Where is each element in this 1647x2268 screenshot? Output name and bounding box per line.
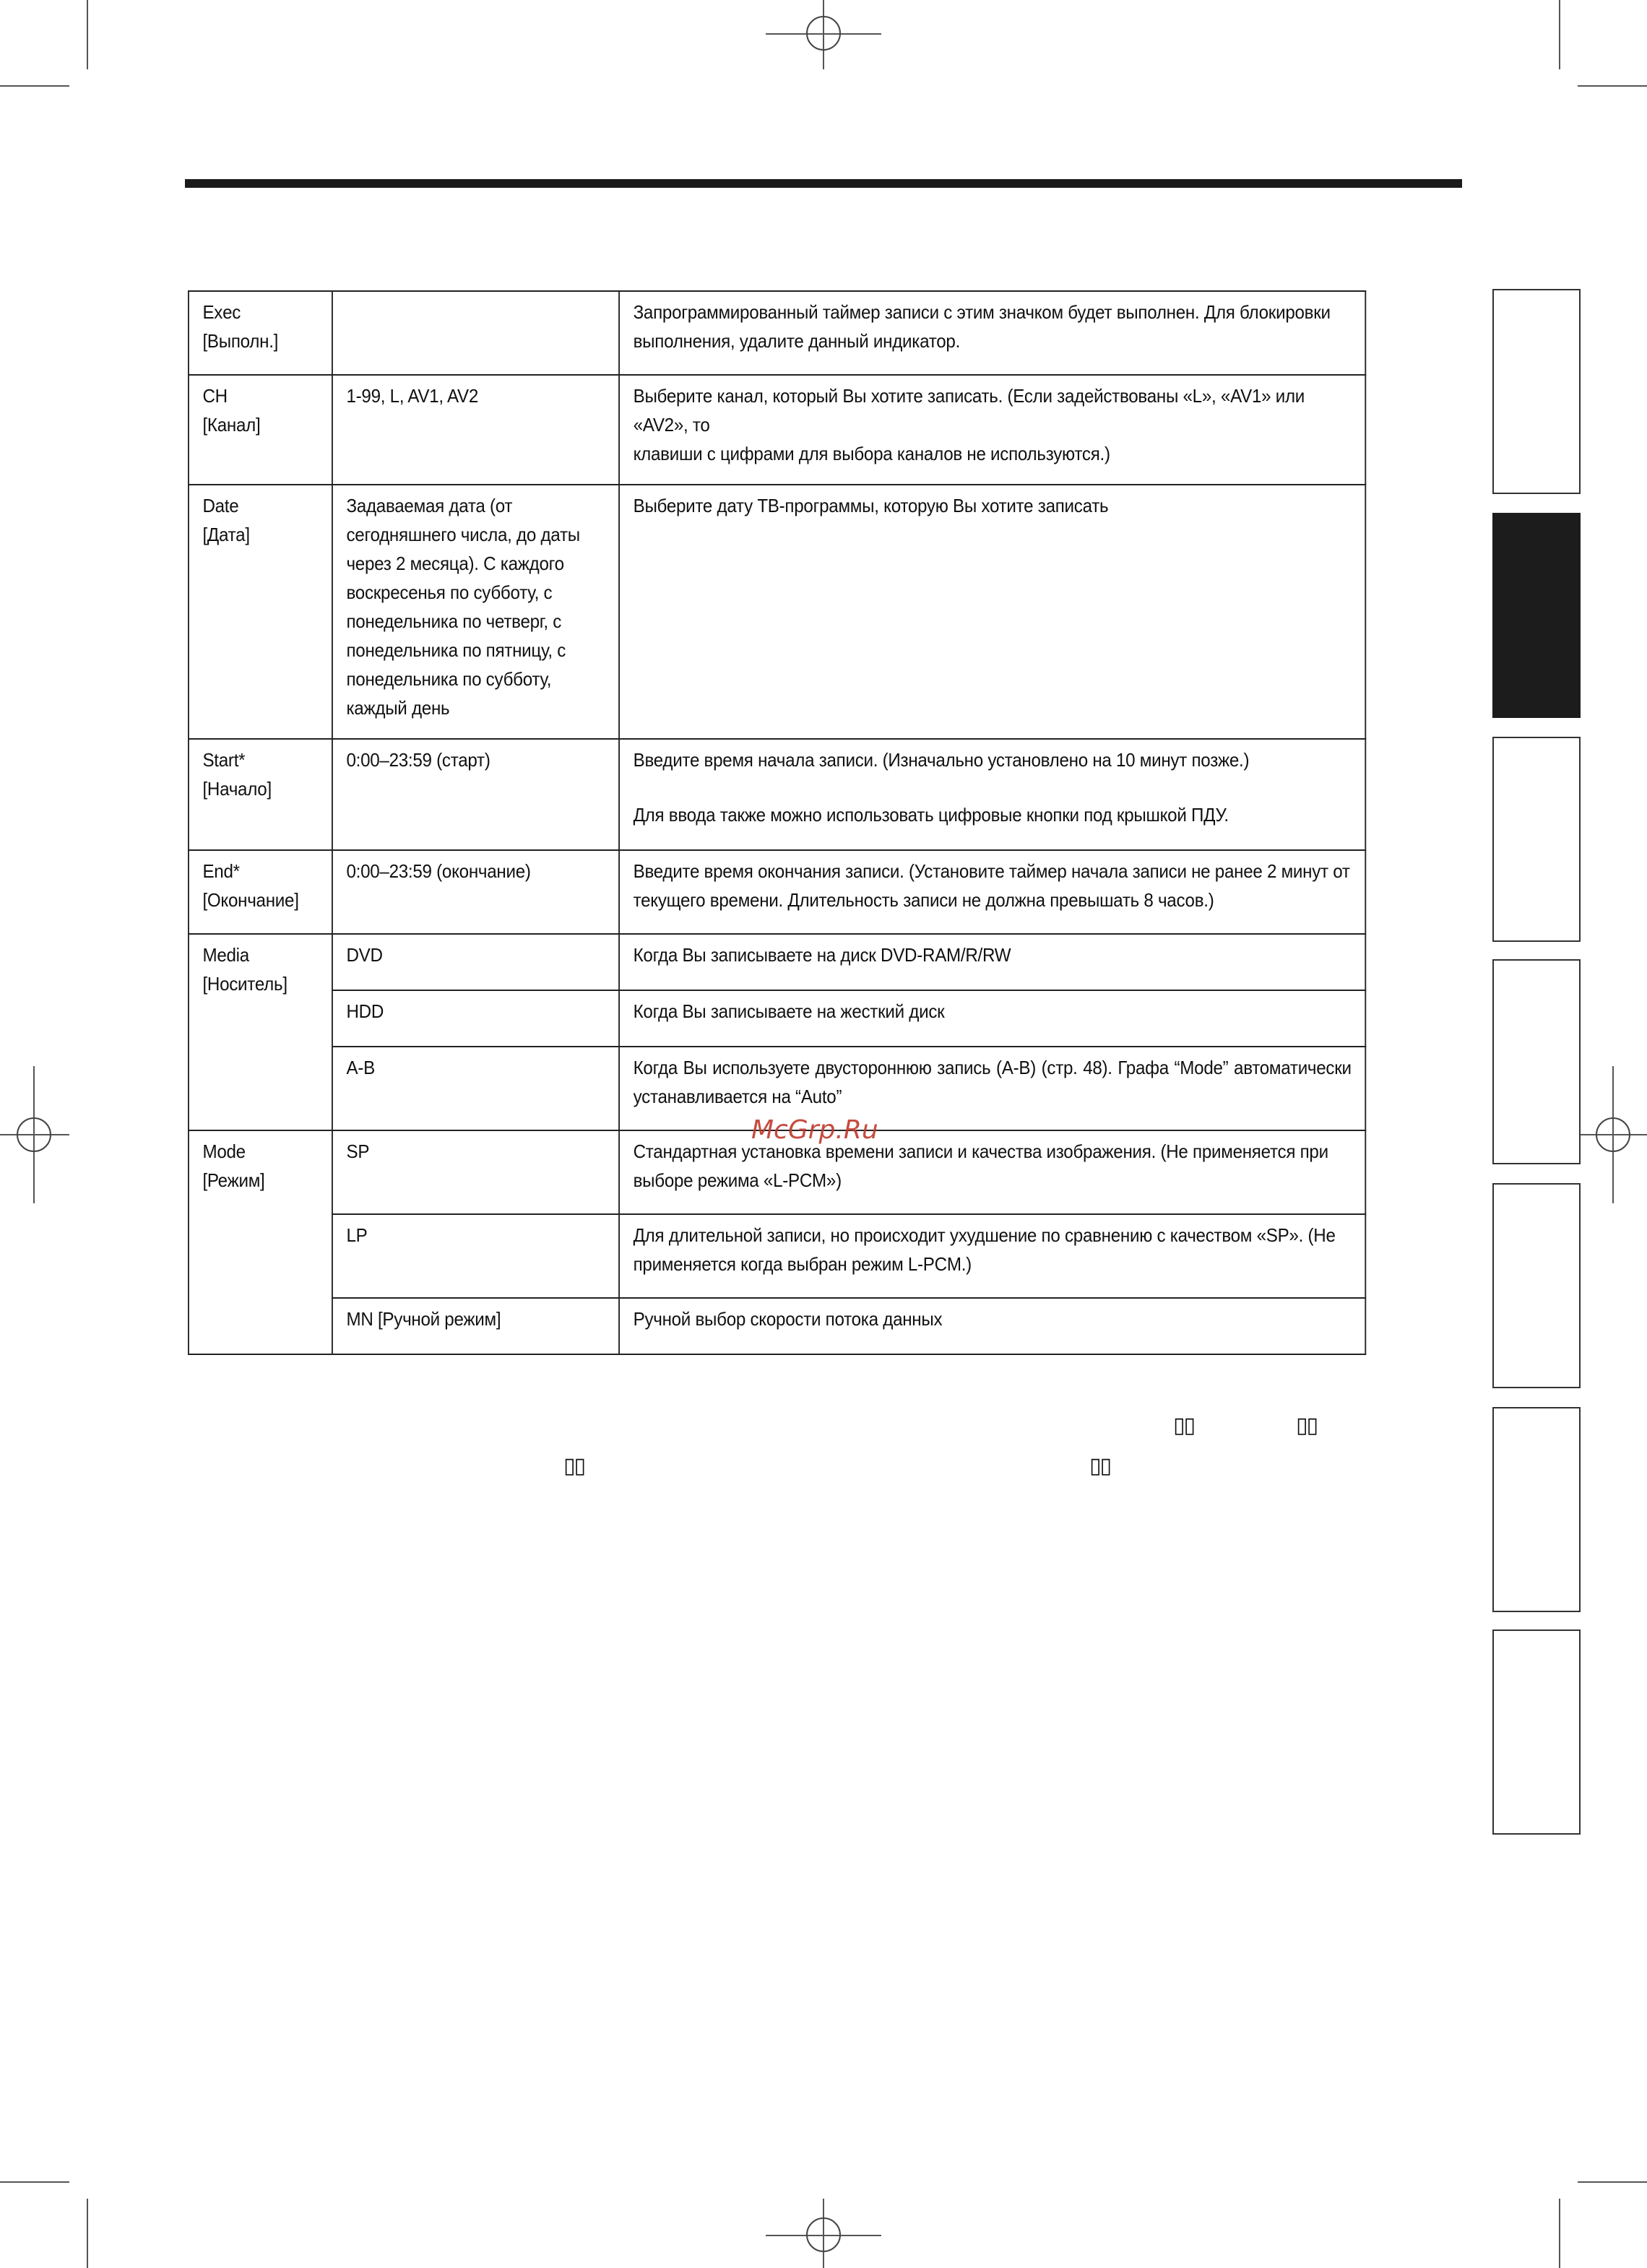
option-line: воскресенья по субботу, с <box>346 581 553 603</box>
table-row-mode-mn <box>189 1298 1365 1354</box>
watermark-text: McGrp.Ru <box>751 1115 878 1145</box>
crop-mark-top-right-h <box>1578 85 1647 87</box>
option-cell <box>332 850 619 934</box>
description-line: Когда Вы записываете на диск DVD-RAM/R/RW <box>633 944 1011 966</box>
side-tab-2-active <box>1492 513 1581 718</box>
description-cell <box>619 375 1365 485</box>
registration-target-bottom <box>806 2217 841 2252</box>
registration-target-top <box>806 16 841 51</box>
option-line: понедельника по пятницу, с <box>346 639 566 661</box>
description-line: выборе режима «L-PCM») <box>633 1169 842 1191</box>
description-cell <box>619 934 1365 990</box>
row-label: Start* <box>202 749 246 771</box>
crop-mark-bottom-left-h <box>0 2181 69 2183</box>
description-line: устанавливается на “Auto” <box>633 1086 842 1107</box>
crop-mark-bottom-right-v <box>1559 2199 1560 2268</box>
registration-target-left <box>17 1117 51 1152</box>
description-cell <box>619 485 1365 739</box>
row-label: Exec <box>202 301 241 323</box>
description-line: Стандартная установка времени записи и качества изображения. (Не применяется при <box>633 1141 1328 1162</box>
side-tab-5 <box>1492 1183 1581 1388</box>
description-line: выполнения, удалите данный индикатор. <box>633 330 961 352</box>
row-label: End* <box>202 860 240 882</box>
table-row-start <box>189 739 1365 850</box>
option-line: каждый день <box>346 697 450 719</box>
row-label-ru: [Режим] <box>202 1169 265 1191</box>
option-line: SP <box>346 1141 370 1162</box>
description-line: Выберите канал, который Вы хотите записать. (Если задействованы «L», «AV1» или «AV2», то <box>633 385 1305 436</box>
crop-mark-top-left-v <box>87 0 88 69</box>
row-label-cell <box>189 850 332 934</box>
description-line: клавиши с цифрами для выбора каналов не используются.) <box>633 443 1110 464</box>
crop-mark-bottom-right-h <box>1578 2181 1647 2183</box>
option-cell <box>332 1130 619 1214</box>
side-tab-3 <box>1492 737 1581 942</box>
description-cell <box>619 990 1365 1047</box>
description-line: Когда Вы используете двустороннюю запись (A-B) (стр. 48). Графа “Mode” автоматически <box>633 1057 1352 1078</box>
option-cell <box>332 739 619 850</box>
extra-note: Для ввода также можно использовать цифровые кнопки под крышкой ПДУ. <box>633 804 1229 826</box>
description-cell <box>619 1298 1365 1354</box>
option-cell <box>332 291 619 375</box>
description-cell <box>619 1214 1365 1298</box>
description-cell <box>619 1130 1365 1214</box>
table-row-exec <box>189 291 1365 375</box>
option-cell <box>332 1214 619 1298</box>
row-label-ru: [Носитель] <box>202 973 288 995</box>
row-label-cell <box>189 934 332 1130</box>
row-label: Media <box>202 944 249 966</box>
description-line: Для длительной записи, но происходит ухудшение по сравнению с качеством «SP». (Не <box>633 1224 1336 1246</box>
option-line: понедельника по четверг, с <box>346 610 562 632</box>
side-tab-1 <box>1492 289 1581 494</box>
table-row-channel <box>189 375 1365 485</box>
missing-glyph-icon: ▯▯ <box>1089 1453 1111 1479</box>
option-cell <box>332 1298 619 1354</box>
option-cell <box>332 934 619 990</box>
option-line: сегодняшнего числа, до даты <box>346 524 580 545</box>
row-label-ru: [Дата] <box>202 524 250 545</box>
crop-mark-bottom-left-v <box>87 2199 88 2268</box>
row-label-ru: [Канал] <box>202 414 261 436</box>
row-label-cell <box>189 739 332 850</box>
table-row-date <box>189 485 1365 739</box>
option-line: 1-99, L, AV1, AV2 <box>346 385 479 407</box>
option-line: понедельника по субботу, <box>346 668 552 690</box>
row-label-ru: [Выполн.] <box>202 330 279 352</box>
missing-glyph-icon: ▯▯ <box>563 1453 585 1479</box>
missing-glyph-icon: ▯▯ <box>1296 1413 1318 1438</box>
missing-glyph-icon: ▯▯ <box>1173 1413 1195 1438</box>
row-label: CH <box>202 385 228 407</box>
crop-mark-top-left-h <box>0 85 69 87</box>
table-row-end <box>189 850 1365 934</box>
option-cell <box>332 485 619 739</box>
crop-mark-top-right-v <box>1559 0 1560 69</box>
row-label-cell <box>189 485 332 739</box>
option-line: MN [Ручной режим] <box>346 1308 501 1330</box>
registration-target-right <box>1596 1117 1630 1152</box>
description-line: Выберите дату ТВ-программы, которую Вы хотите записать <box>633 495 1109 516</box>
option-line: LP <box>346 1224 368 1246</box>
option-cell <box>332 375 619 485</box>
spacer <box>634 774 1352 800</box>
row-label-cell <box>189 291 332 375</box>
row-label-cell <box>189 1130 332 1354</box>
header-rule <box>185 179 1462 188</box>
option-line: 0:00–23:59 (старт) <box>346 749 490 771</box>
table-row-media-hdd <box>189 990 1365 1047</box>
option-cell <box>332 990 619 1047</box>
row-label: Mode <box>202 1141 246 1162</box>
option-line: через 2 месяца). С каждого <box>346 553 564 574</box>
row-label: Date <box>202 495 239 516</box>
option-line: Задаваемая дата (от <box>346 495 513 516</box>
option-cell <box>332 1047 619 1130</box>
table-row-mode-lp <box>189 1214 1365 1298</box>
option-line: A-B <box>346 1057 375 1078</box>
description-line: Введите время окончания записи. (Установите таймер начала записи не ранее 2 минут от <box>633 860 1350 882</box>
description-cell <box>619 1047 1365 1130</box>
table-row-media-dvd <box>189 934 1365 990</box>
description-line: Введите время начала записи. (Изначально установлено на 10 минут позже.) <box>633 749 1250 771</box>
option-line: 0:00–23:59 (окончание) <box>346 860 531 882</box>
description-line: Когда Вы записываете на жесткий диск <box>633 1000 945 1022</box>
description-cell <box>619 850 1365 934</box>
timer-settings-table <box>188 290 1366 1355</box>
row-label-cell <box>189 375 332 485</box>
description-line: Ручной выбор скорости потока данных <box>633 1308 943 1330</box>
side-tab-6 <box>1492 1407 1581 1612</box>
option-line: DVD <box>346 944 383 966</box>
row-label-ru: [Окончание] <box>202 889 299 911</box>
side-tab-4 <box>1492 959 1581 1164</box>
option-line: HDD <box>346 1000 384 1022</box>
description-cell <box>619 291 1365 375</box>
description-line: применяется когда выбран режим L-PCM.) <box>633 1253 972 1275</box>
description-line: Запрограммированный таймер записи с этим значком будет выполнен. Для блокировки <box>633 301 1331 323</box>
description-cell <box>619 739 1365 850</box>
description-line: текущего времени. Длительность записи не должна превышать 8 часов.) <box>633 889 1214 911</box>
row-label-ru: [Начало] <box>202 778 272 800</box>
side-tab-7 <box>1492 1629 1581 1835</box>
